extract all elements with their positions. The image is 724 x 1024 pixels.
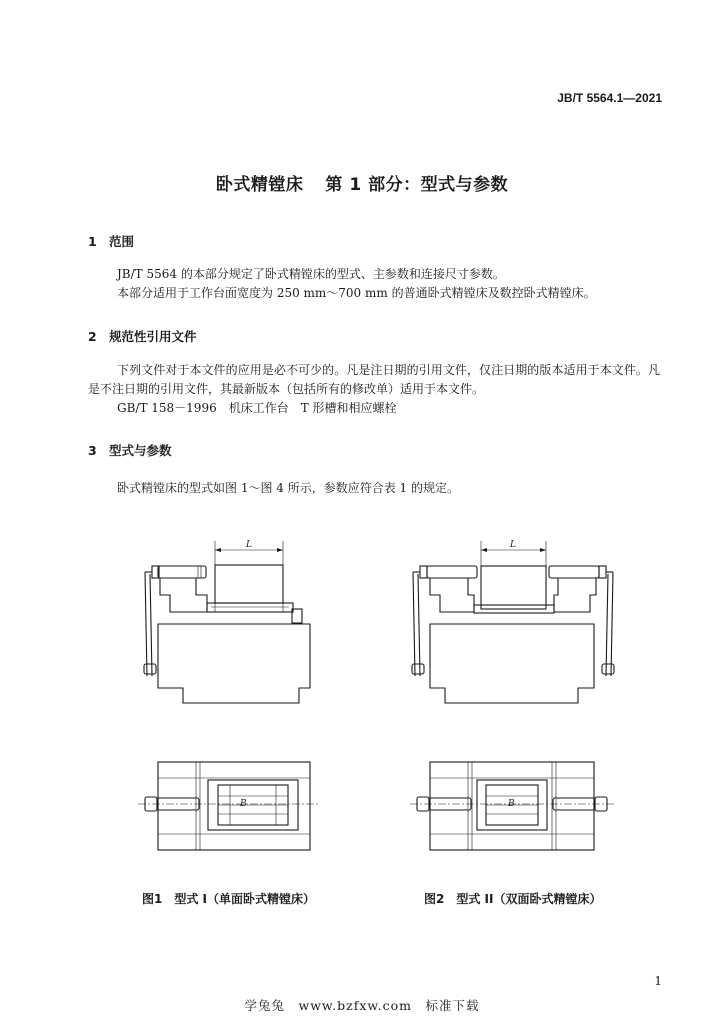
scope-paragraph-2: 本部分适用于工作台面宽度为 250 mm～700 mm 的普通卧式精镗床及数控卧式精镗床。 <box>117 286 596 300</box>
figure-1-top-view <box>138 762 318 850</box>
figure-2-caption: 图2 型式 II（双面卧式精镗床） <box>424 892 602 906</box>
section-title: 型式与参数 <box>109 443 172 458</box>
section-number: 1 <box>88 234 97 249</box>
scope-paragraph-1: JB/T 5564 的本部分规定了卧式精镗床的型式、主参数和连接尺寸参数。 <box>117 267 505 281</box>
doc-code: JB/T 5564.1—2021 <box>557 91 662 105</box>
fig1-dim-b: B <box>240 799 247 809</box>
types-paragraph: 卧式精镗床的型式如图 1～图 4 所示，参数应符合表 1 的规定。 <box>117 481 459 495</box>
fig1-dim-l: L <box>246 540 252 550</box>
fig2-dim-b: B <box>508 799 515 809</box>
page-number: 1 <box>654 974 662 988</box>
section-number: 3 <box>88 443 97 458</box>
figure-1-side-view <box>144 540 310 703</box>
section-title: 范围 <box>109 234 135 249</box>
figure-2-top-view <box>410 762 614 850</box>
references-intro: 下列文件对于本文件的应用是必不可少的。凡是注日期的引用文件，仅注日期的版本适用于本文件。凡是不注日期的引用文件，其最新版本（包括所有的修改单）适用于本文件。 <box>88 363 660 396</box>
footer-watermark: 学兔兔 www.bzfxw.com 标准下载 <box>244 998 480 1013</box>
fig2-dim-l: L <box>510 540 516 550</box>
title-part-a: 卧式精镗床 <box>215 175 304 195</box>
figure-1-caption: 图1 型式 I（单面卧式精镗床） <box>142 892 315 906</box>
reference-item: GB/T 158－1996 机床工作台 T 形槽和相应螺栓 <box>117 401 397 415</box>
title-part-b: 第 1 部分：型式与参数 <box>325 175 509 195</box>
section-title: 规范性引用文件 <box>109 329 197 344</box>
figure-2-side-view <box>412 540 614 703</box>
section-number: 2 <box>88 329 97 344</box>
